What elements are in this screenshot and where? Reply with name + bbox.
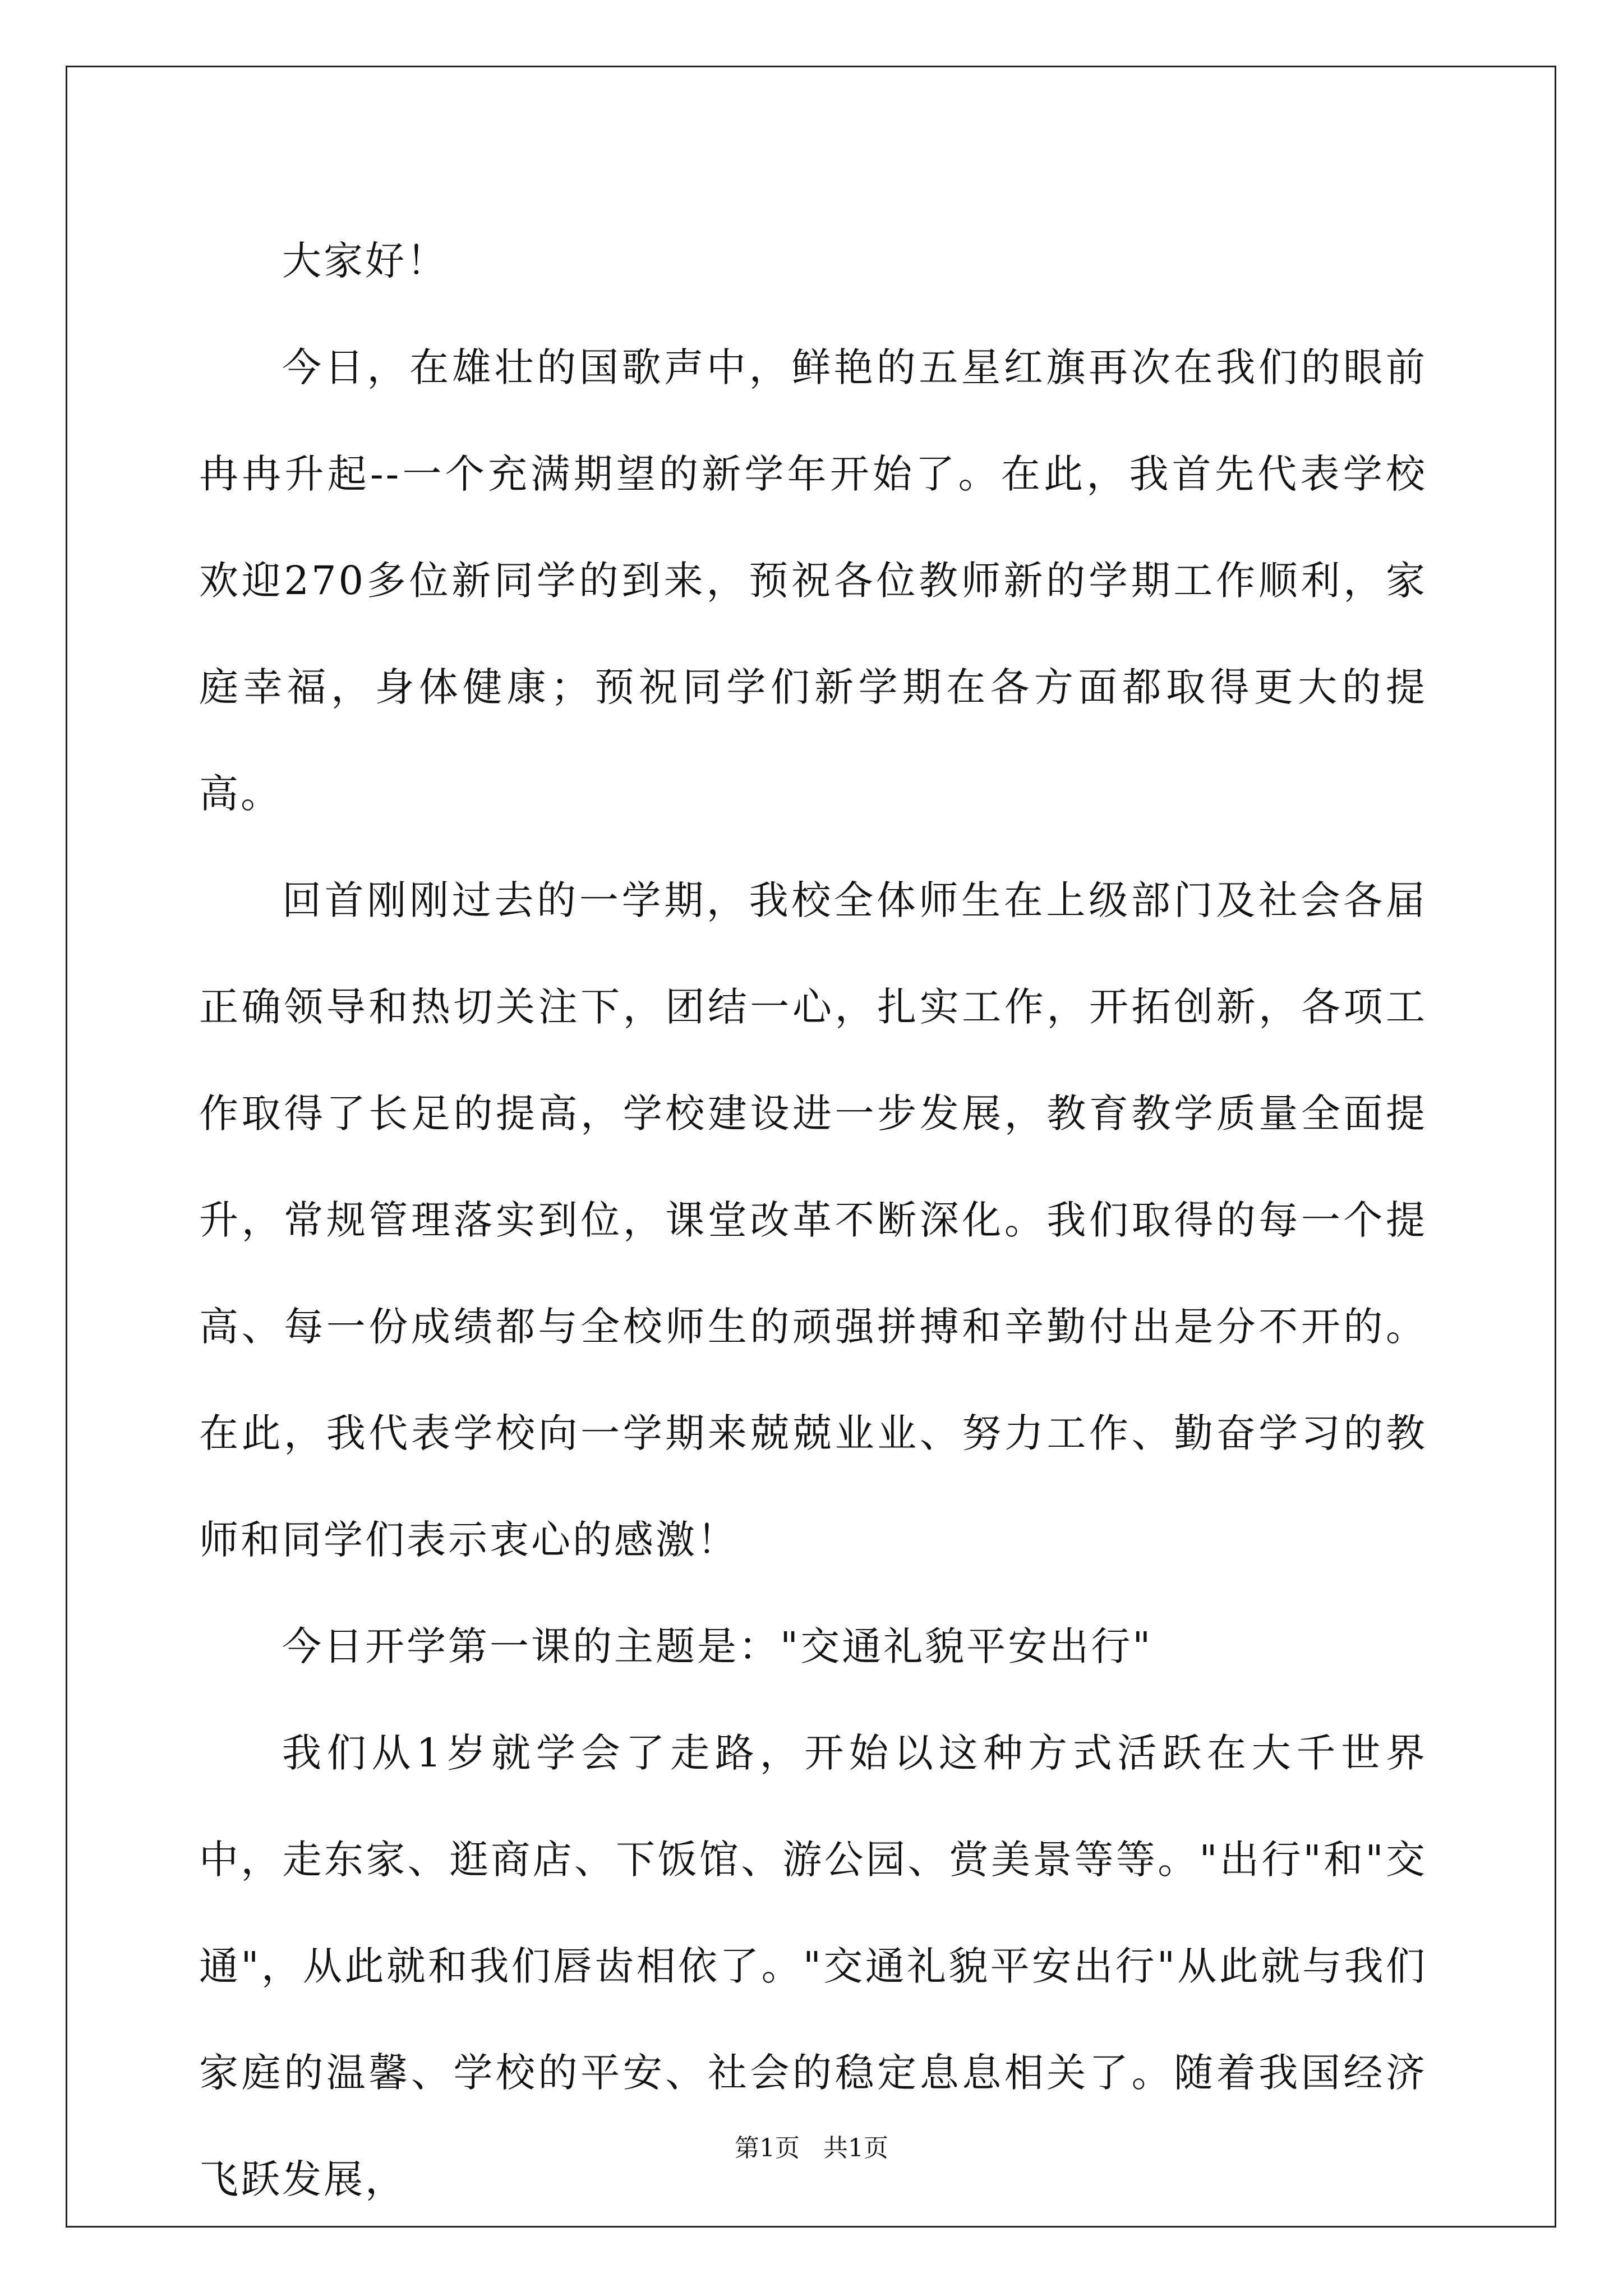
theme-paragraph: 今日开学第一课的主题是："交通礼貌平安出行" bbox=[282, 1623, 1153, 1669]
opening-paragraph: 今日，在雄壮的国歌声中，鲜艳的五星红旗再次在我们的眼前冉冉升起--一个充满期望的新学年开始了。在此，我首先代表学校欢迎270多位新同学的到来，预祝各位教师新的学期工作顺利，家庭幸福，身体健康；预祝同学们新学期在各方面都取得更大的提高。 bbox=[199, 344, 1427, 817]
greeting-paragraph: 大家好！ bbox=[282, 238, 448, 284]
page-number-footer: 第1页 共1页 bbox=[735, 2134, 888, 2162]
traffic-paragraph: 我们从1岁就学会了走路，开始以这种方式活跃在大千世界中，走东家、逛商店、下饭馆、游公园、赏美景等等。"出行"和"交通"，从此就和我们唇齿相依了。"交通礼貌平安出行"从此就与我们家庭的温馨、学校的平安、社会的稳定息息相关了。随着我国经济飞跃发展， bbox=[199, 1730, 1427, 2202]
document-body bbox=[199, 208, 1427, 2233]
review-paragraph: 回首刚刚过去的一学期，我校全体师生在上级部门及社会各届正确领导和热切关注下，团结一心，扎实工作，开拓创新，各项工作取得了长足的提高，学校建设进一步发展，教育教学质量全面提升，常规管理落实到位，课堂改革不断深化。我们取得的每一个提高、每一份成绩都与全校师生的顽强拼搏和辛勤付出是分不开的。在此，我代表学校向一学期来兢兢业业、努力工作、勤奋学习的教师和同学们表示衷心的感激！ bbox=[199, 877, 1427, 1563]
